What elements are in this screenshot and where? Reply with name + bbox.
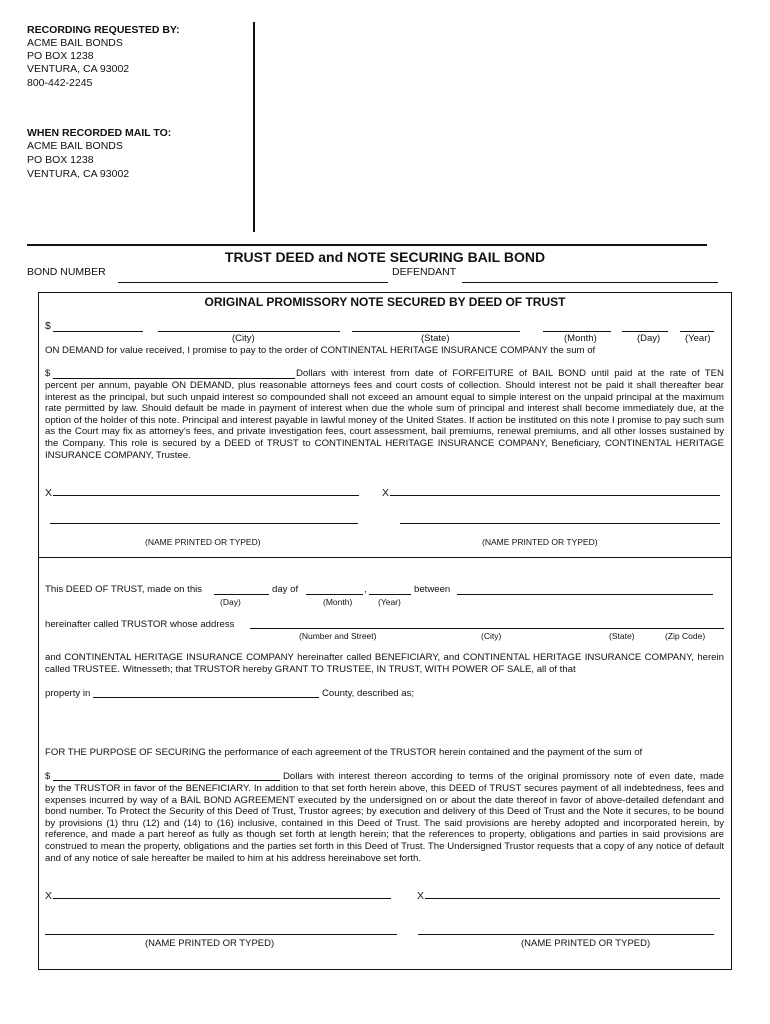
- zip-caption: (Zip Code): [665, 631, 706, 641]
- bond-number-field[interactable]: [118, 282, 388, 283]
- state-caption: (State): [421, 333, 450, 344]
- year-field[interactable]: [680, 331, 714, 332]
- note-dollar-sign: $: [45, 368, 51, 379]
- signature-line-left[interactable]: [53, 495, 359, 496]
- purpose-text: FOR THE PURPOSE OF SECURING the performance of each agreement of the TRUSTOR herein contained and the payment of the sum of: [45, 747, 643, 758]
- name-line-right[interactable]: [400, 523, 720, 524]
- interest-text: Dollars with interest from date of FORFEITURE of BAIL BOND until paid at the rate of TEN: [296, 368, 724, 379]
- note-body: percent per annum, payable ON DEMAND, plus reasonable attorneys fees and court costs of collection. Should interest not be paid it shall thereafter bear interest as the principal, but such unpaid interest so compounded shall not exceed an amount equal to simple interest on the unpaid principal at the maximum rate permitted by law. Should default be made in payment of interest when due the whole sum of principal and interest shall become immediately due, at the option of the holder of this note. Principal and interest payable in lawful money of the United States. If action be instituted on this note I promise to pay such sum as the Court may fix as attorney’s fees, and private investigation fees, court assessment, bail premiums, renewal premiums, and all other losses sustained by the Company. This role is secured by a DEED of TRUST to CONTINENTAL HERITAGE INSURANCE COMPANY, Beneficiary, CONTINENTAL HERITAGE INSURANCE COMPANY, Trustee.: [45, 380, 724, 461]
- deed-made-on-text: This DEED OF TRUST, made on this: [45, 584, 203, 595]
- signature-line-right[interactable]: [390, 495, 720, 496]
- deed-month-caption: (Month): [323, 597, 353, 607]
- deed-signature-x-right: X: [417, 890, 425, 902]
- recording-address-line: VENTURA, CA 93002: [27, 63, 130, 75]
- sum-field[interactable]: [53, 378, 295, 379]
- deed-name-caption-left: (NAME PRINTED OR TYPED): [145, 938, 275, 949]
- note-heading: ORIGINAL PROMISSORY NOTE SECURED BY DEED OF TRUST: [204, 295, 566, 309]
- deed-dollars-text: Dollars with interest thereon according to terms of the original promissory note of even date, made: [283, 771, 724, 782]
- deed-signature-x-left: X: [45, 890, 53, 902]
- year-caption: (Year): [685, 333, 711, 344]
- bond-number-label: BOND NUMBER: [27, 266, 106, 278]
- property-in-text: property in: [45, 688, 91, 699]
- mail-address-line: ACME BAIL BONDS: [27, 140, 123, 152]
- between-text: between: [414, 584, 451, 595]
- deed-sum-field[interactable]: [53, 780, 280, 781]
- deed-signature-line-right[interactable]: [425, 898, 720, 899]
- name-printed-caption-right: (NAME PRINTED OR TYPED): [482, 537, 598, 547]
- section-divider: [38, 557, 732, 558]
- deed-name-line-right[interactable]: [418, 934, 714, 935]
- defendant-field[interactable]: [462, 282, 718, 283]
- recording-requested-label: RECORDING REQUESTED BY:: [27, 24, 180, 36]
- trustor-text: hereinafter called TRUSTOR whose address: [45, 619, 235, 630]
- deed-month-field[interactable]: [306, 594, 363, 595]
- recording-phone: 800-442-2245: [27, 77, 93, 89]
- deed-year-caption: (Year): [378, 597, 401, 607]
- county-text: County, described as;: [322, 688, 415, 699]
- deed-day-field[interactable]: [214, 594, 269, 595]
- recording-address-line: ACME BAIL BONDS: [27, 37, 123, 49]
- signature-x-right: X: [382, 487, 390, 499]
- county-field[interactable]: [93, 697, 319, 698]
- deed-dollar-sign: $: [45, 771, 51, 782]
- dollar-sign: $: [45, 320, 51, 332]
- title-rule: [27, 244, 707, 246]
- day-caption: (Day): [637, 333, 661, 344]
- trustor-address-field[interactable]: [250, 628, 724, 629]
- header-divider: [253, 22, 255, 232]
- comma: ,: [364, 584, 367, 595]
- deed-body: by the TRUSTOR in favor of the BENEFICIARY. In addition to that set forth herein above, this DEED of TRUST secures payment of all indebtedness, fees and expenses incurred by way of a BAIL BOND AGREEMENT executed by the undersigned on or about the date thereof in favor of above-detailed defendant and bond number. To Protect the Security of this Deed of Trust, Trustor agrees; by execution and delivery of this Deed of Trust and the Note it secures, to be bound by provisions (1) thru (12) and (14) to (16) inclusive, contained in this Deed of Trust. The said provisions are hereby adopted and incorporated herein, by reference, and made a part hereof as fully as though set forth at length herein; that the references to property, obligations and parties in said provisions are construed to mean the property, obligations and the parties set forth in this Deed of Trust. The Undersigned Trustor requests that a copy of any notice of default and of any notice of sale hereafter be mailed to him at his address hereinabove set forth.: [45, 783, 724, 864]
- mail-address-line: VENTURA, CA 93002: [27, 168, 130, 180]
- day-field[interactable]: [622, 331, 668, 332]
- month-caption: (Month): [564, 333, 597, 344]
- beneficiary-text: and CONTINENTAL HERITAGE INSURANCE COMPANY hereinafter called BENEFICIARY, and CONTINENTAL HERITAGE INSURANCE COMPANY, herein called TRUSTEE. Witnesseth; that TRUSTOR hereby GRANT TO TRUSTEE, IN TRUST, WITH POWER OF SALE, all of that: [45, 652, 724, 675]
- state-field[interactable]: [352, 331, 520, 332]
- signature-x-left: X: [45, 487, 53, 499]
- deed-name-line-left[interactable]: [45, 934, 397, 935]
- month-field[interactable]: [543, 331, 611, 332]
- document-title: TRUST DEED and NOTE SECURING BAIL BOND: [224, 249, 546, 265]
- day-of-text: day of: [272, 584, 299, 595]
- city-field[interactable]: [158, 331, 340, 332]
- recording-address-line: PO BOX 1238: [27, 50, 94, 62]
- deed-name-caption-right: (NAME PRINTED OR TYPED): [521, 938, 651, 949]
- mail-to-label: WHEN RECORDED MAIL TO:: [27, 127, 172, 139]
- number-street-caption: (Number and Street): [299, 631, 377, 641]
- name-printed-caption-left: (NAME PRINTED OR TYPED): [145, 537, 261, 547]
- amount-field[interactable]: [53, 331, 143, 332]
- defendant-label: DEFENDANT: [392, 266, 457, 278]
- address-city-caption: (City): [481, 631, 502, 641]
- address-state-caption: (State): [609, 631, 635, 641]
- deed-year-field[interactable]: [369, 594, 411, 595]
- deed-day-caption: (Day): [220, 597, 241, 607]
- city-caption: (City): [232, 333, 255, 344]
- on-demand-text: ON DEMAND for value received, I promise to pay to the order of CONTINENTAL HERITAGE INSURANCE COMPANY the sum of: [45, 345, 596, 356]
- name-line-left[interactable]: [50, 523, 358, 524]
- deed-signature-line-left[interactable]: [53, 898, 391, 899]
- mail-address-line: PO BOX 1238: [27, 154, 94, 166]
- trustor-name-field[interactable]: [457, 594, 713, 595]
